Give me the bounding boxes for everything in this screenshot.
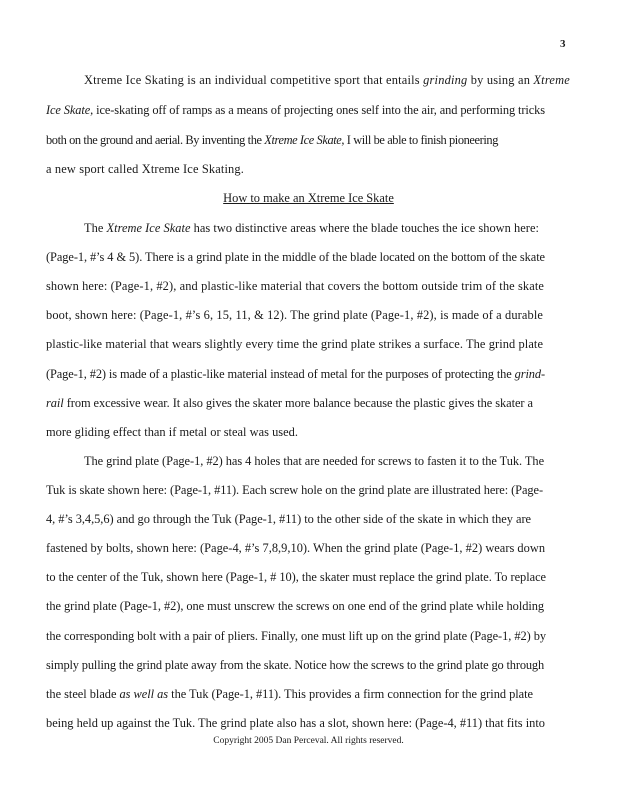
text-line (46, 688, 533, 700)
text-span: Tuk is skate shown here: (Page-1, #11). Each screw hole on the grind plate are illustrated here: (Page- (46, 483, 544, 497)
text-line (46, 163, 244, 175)
italic-text: Xtreme (533, 73, 570, 87)
text-line (84, 74, 570, 86)
italic-text: grind- (514, 367, 545, 381)
text-line (46, 571, 546, 583)
text-span: (Page-1, #2) is made of a plastic-like material instead of metal for the purposes of protecting the (46, 367, 515, 381)
italic-text: grinding (423, 73, 468, 87)
text-line (46, 251, 545, 263)
text-span: shown here: (Page-1, #2), and plastic-like material that covers the bottom outside trim of the skate (46, 279, 544, 293)
text-span: both on the ground and aerial. By inventing the (46, 133, 265, 147)
text-span: the Tuk (Page-1, #11). This provides a firm connection for the grind plate (168, 687, 534, 701)
text-line (46, 368, 545, 380)
text-line (84, 455, 544, 467)
text-span: plastic-like material that wears slightly every time the grind plate strikes a surface. The grind plate (46, 337, 544, 351)
text-span: being held up against the Tuk. The grind plate also has a slot, shown here: (Page-4, #11) that fits into (46, 716, 545, 730)
text-span: Xtreme Ice Skating is an individual competitive sport that entails (84, 73, 424, 87)
text-line (46, 426, 298, 438)
text-span: the grind plate (Page-1, #2), one must unscrew the screws on one end of the grind plate while holding (46, 599, 545, 613)
text-line (46, 484, 543, 496)
text-span: ice-skating off of ramps as a means of projecting ones self into the air, and performing tricks (93, 103, 545, 117)
italic-text: Xtreme Ice Skate (264, 133, 342, 147)
text-span: simply pulling the grind plate away from the skate. Notice how the screws to the grind plate go through (46, 658, 545, 672)
text-line (46, 134, 498, 146)
text-span: fastened by bolts, shown here: (Page-4, #’s 7,8,9,10). When the grind plate (Page-1, #2) wears down (46, 541, 546, 555)
text-span: the corresponding bolt with a pair of pliers. Finally, one must lift up on the grind plate (Page-1, #2) by (46, 629, 546, 643)
text-span: boot, shown here: (Page-1, #’s 6, 15, 11, & 12). The grind plate (Page-1, #2), is made of a durable (46, 308, 544, 322)
italic-text: as well as (119, 687, 169, 701)
page-number: 3 (560, 38, 566, 50)
text-span: , I will be able to finish pioneering (341, 133, 498, 147)
text-line (84, 222, 539, 234)
text-span: 4, #’s 3,4,5,6) and go through the Tuk (Page-1, #11) to the other side of the skate in which they are (46, 512, 532, 526)
text-line (46, 280, 544, 292)
italic-text: rail (46, 396, 64, 410)
section-heading: How to make an Xtreme Ice Skate (223, 191, 394, 205)
text-span: the steel blade (46, 687, 120, 701)
text-line (46, 717, 545, 729)
text-line (46, 338, 543, 350)
text-line (46, 397, 533, 409)
italic-text: Ice Skate, (46, 103, 94, 117)
text-span: The grind plate (Page-1, #2) has 4 holes that are needed for screws to fasten it to the Tuk. The (84, 454, 545, 468)
text-line (46, 542, 545, 554)
text-span: to the center of the Tuk, shown here (Page-1, # 10), the skater must replace the grind plate. To replace (46, 570, 546, 584)
text-span: (Page-1, #’s 4 & 5). There is a grind plate in the middle of the blade located on the bottom of the skate (46, 250, 545, 264)
text-line (46, 104, 545, 116)
text-span: a new sport called Xtreme Ice Skating. (46, 162, 244, 176)
text-span: by using an (467, 73, 534, 87)
text-line (46, 659, 544, 671)
text-line (46, 630, 546, 642)
text-span: The (84, 221, 107, 235)
text-span: from excessive wear. It also gives the skater more balance because the plastic gives the skater a (63, 396, 533, 410)
text-span: has two distinctive areas where the blade touches the ice shown here: (190, 221, 539, 235)
text-line (46, 600, 544, 612)
text-line (46, 309, 543, 321)
text-span: more gliding effect than if metal or steal was used. (46, 425, 298, 439)
copyright-footer: Copyright 2005 Dan Perceval. All rights reserved. (213, 736, 404, 746)
text-line (46, 513, 531, 525)
italic-text: Xtreme Ice Skate (106, 221, 191, 235)
